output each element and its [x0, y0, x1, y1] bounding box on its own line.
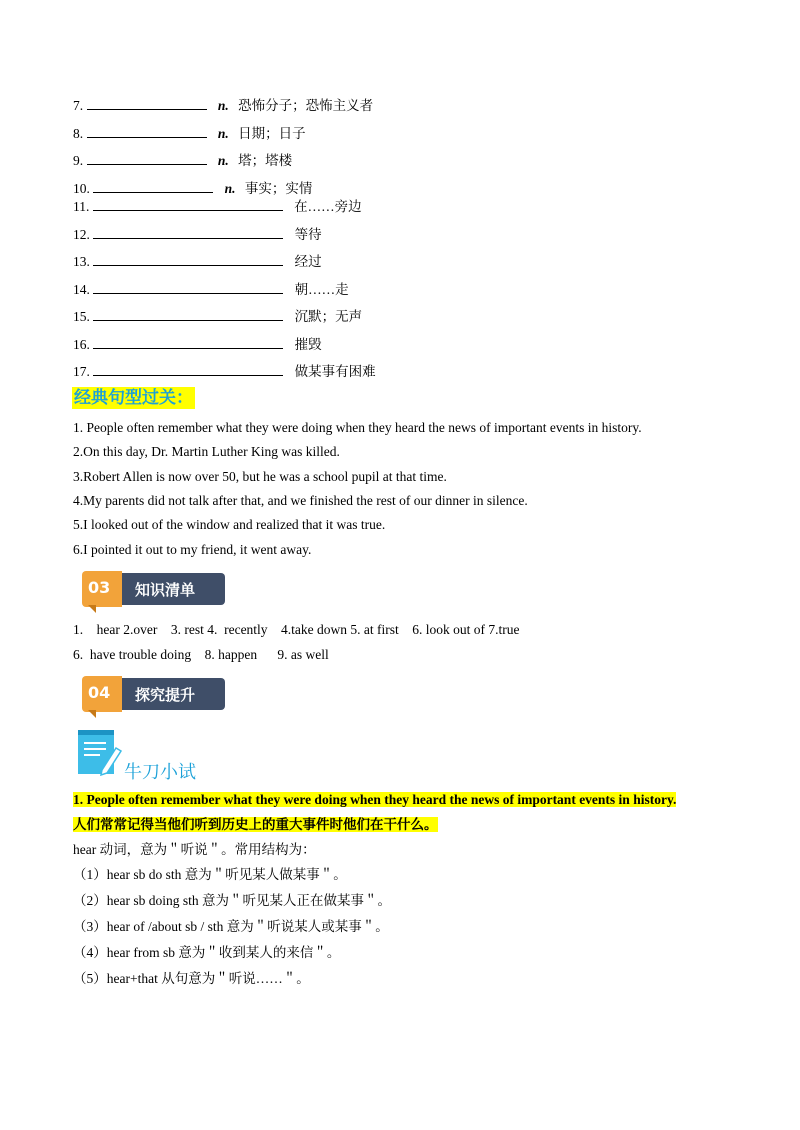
- section-heading-sentences: 经典句型过关：: [74, 388, 193, 408]
- phrase-item-14: [73, 280, 349, 299]
- phrase-item-11: [73, 197, 362, 216]
- item-number: 16.: [73, 337, 90, 352]
- usage-item-5: （5）hear+that 从句意为＂听说……＂。: [73, 971, 310, 986]
- practice-title: 牛刀小试: [124, 762, 196, 783]
- notepad-pencil-icon: [76, 726, 122, 776]
- part-of-speech: n.: [217, 98, 229, 113]
- item-number: 13.: [73, 254, 90, 269]
- banner-title: 探究提升: [135, 686, 196, 704]
- item-number: 17.: [73, 364, 90, 379]
- answer-blank[interactable]: [93, 197, 283, 211]
- banner-bar: [122, 678, 225, 710]
- sentence-2: 2.On this day, Dr. Martin Luther King was killed.: [73, 444, 340, 459]
- item-meaning: 恐怖分子；恐怖主义者: [238, 98, 374, 113]
- vocab-item-7: [73, 96, 373, 115]
- banner-number: 04: [88, 683, 111, 702]
- banner-tab: [82, 571, 122, 607]
- item-meaning: 等待: [294, 227, 322, 242]
- item-meaning: 经过: [294, 254, 322, 269]
- item-meaning: 沉默；无声: [294, 309, 363, 324]
- answer-blank[interactable]: [93, 362, 283, 376]
- answer-blank[interactable]: [93, 225, 283, 239]
- phrase-item-17: [73, 362, 376, 381]
- part-of-speech: n.: [217, 126, 229, 141]
- vocab-item-9: [73, 151, 292, 170]
- item-number: 14.: [73, 282, 90, 297]
- practice-highlight-cn: [73, 816, 438, 834]
- item-number: 10.: [73, 181, 90, 196]
- practice-highlight-en: [73, 791, 676, 809]
- knowledge-line-1: 1. hear 2.over 3. rest 4. recently 4.take down 5. at first 6. look out of 7.true: [73, 622, 520, 637]
- phrase-item-16: [73, 335, 322, 354]
- item-meaning: 事实；实情: [244, 181, 313, 196]
- highlighted-sentence: 1. People often remember what they were doing when they heard the news of important events in history.: [73, 792, 677, 807]
- item-number: 11.: [73, 199, 90, 214]
- answer-blank[interactable]: [93, 307, 283, 321]
- banner-title: 知识清单: [135, 581, 196, 599]
- phrase-item-15: [73, 307, 362, 326]
- section-banner-03: [82, 571, 227, 611]
- item-meaning: 摧毁: [294, 337, 322, 352]
- item-number: 8.: [73, 126, 84, 141]
- sentence-1: 1. People often remember what they were doing when they heard the news of important events in history.: [73, 420, 642, 435]
- phrase-item-13: [73, 252, 322, 271]
- item-meaning: 在……旁边: [294, 199, 362, 214]
- item-number: 7.: [73, 98, 84, 113]
- answer-blank[interactable]: [93, 179, 213, 193]
- vocab-item-8: [73, 124, 306, 143]
- knowledge-line-2: 6. have trouble doing 8. happen 9. as well: [73, 647, 329, 662]
- part-of-speech: n.: [217, 153, 229, 168]
- banner-number: 03: [88, 578, 111, 597]
- sentence-6: 6.I pointed it out to my friend, it went away.: [73, 542, 312, 557]
- phrase-item-12: [73, 225, 322, 244]
- usage-item-2: （2）hear sb doing sth 意为＂听见某人正在做某事＂。: [73, 893, 391, 908]
- sentence-5: 5.I looked out of the window and realized that it was true.: [73, 517, 386, 532]
- usage-item-4: （4）hear from sb 意为＂收到某人的来信＂。: [73, 945, 341, 960]
- section-banner-04: [82, 676, 227, 716]
- answer-blank[interactable]: [93, 252, 283, 266]
- banner-tab: [82, 676, 122, 712]
- answer-blank[interactable]: [93, 280, 283, 294]
- answer-blank[interactable]: [87, 124, 207, 138]
- practice-intro: hear 动词，意为＂听说＂。常用结构为：: [73, 842, 316, 857]
- usage-item-3: （3）hear of /about sb / sth 意为＂听说某人或某事＂。: [73, 919, 389, 934]
- item-meaning: 做某事有困难: [294, 364, 376, 379]
- item-number: 15.: [73, 309, 90, 324]
- item-meaning: 朝……走: [294, 282, 349, 297]
- answer-blank[interactable]: [93, 335, 283, 349]
- item-number: 12.: [73, 227, 90, 242]
- answer-blank[interactable]: [87, 96, 207, 110]
- highlighted-translation: 人们常常记得当他们听到历史上的重大事件时他们在干什么。: [73, 817, 438, 832]
- item-meaning: 日期；日子: [238, 126, 306, 141]
- part-of-speech: n.: [224, 181, 236, 196]
- banner-bar: [122, 573, 225, 605]
- answer-blank[interactable]: [87, 151, 207, 165]
- vocab-item-10: [73, 179, 312, 198]
- sentence-4: 4.My parents did not talk after that, and we finished the rest of our dinner in silence.: [73, 493, 528, 508]
- item-meaning: 塔；塔楼: [238, 153, 293, 168]
- usage-item-1: （1）hear sb do sth 意为＂听见某人做某事＂。: [73, 867, 347, 882]
- item-number: 9.: [73, 153, 84, 168]
- sentence-3: 3.Robert Allen is now over 50, but he was a school pupil at that time.: [73, 469, 447, 484]
